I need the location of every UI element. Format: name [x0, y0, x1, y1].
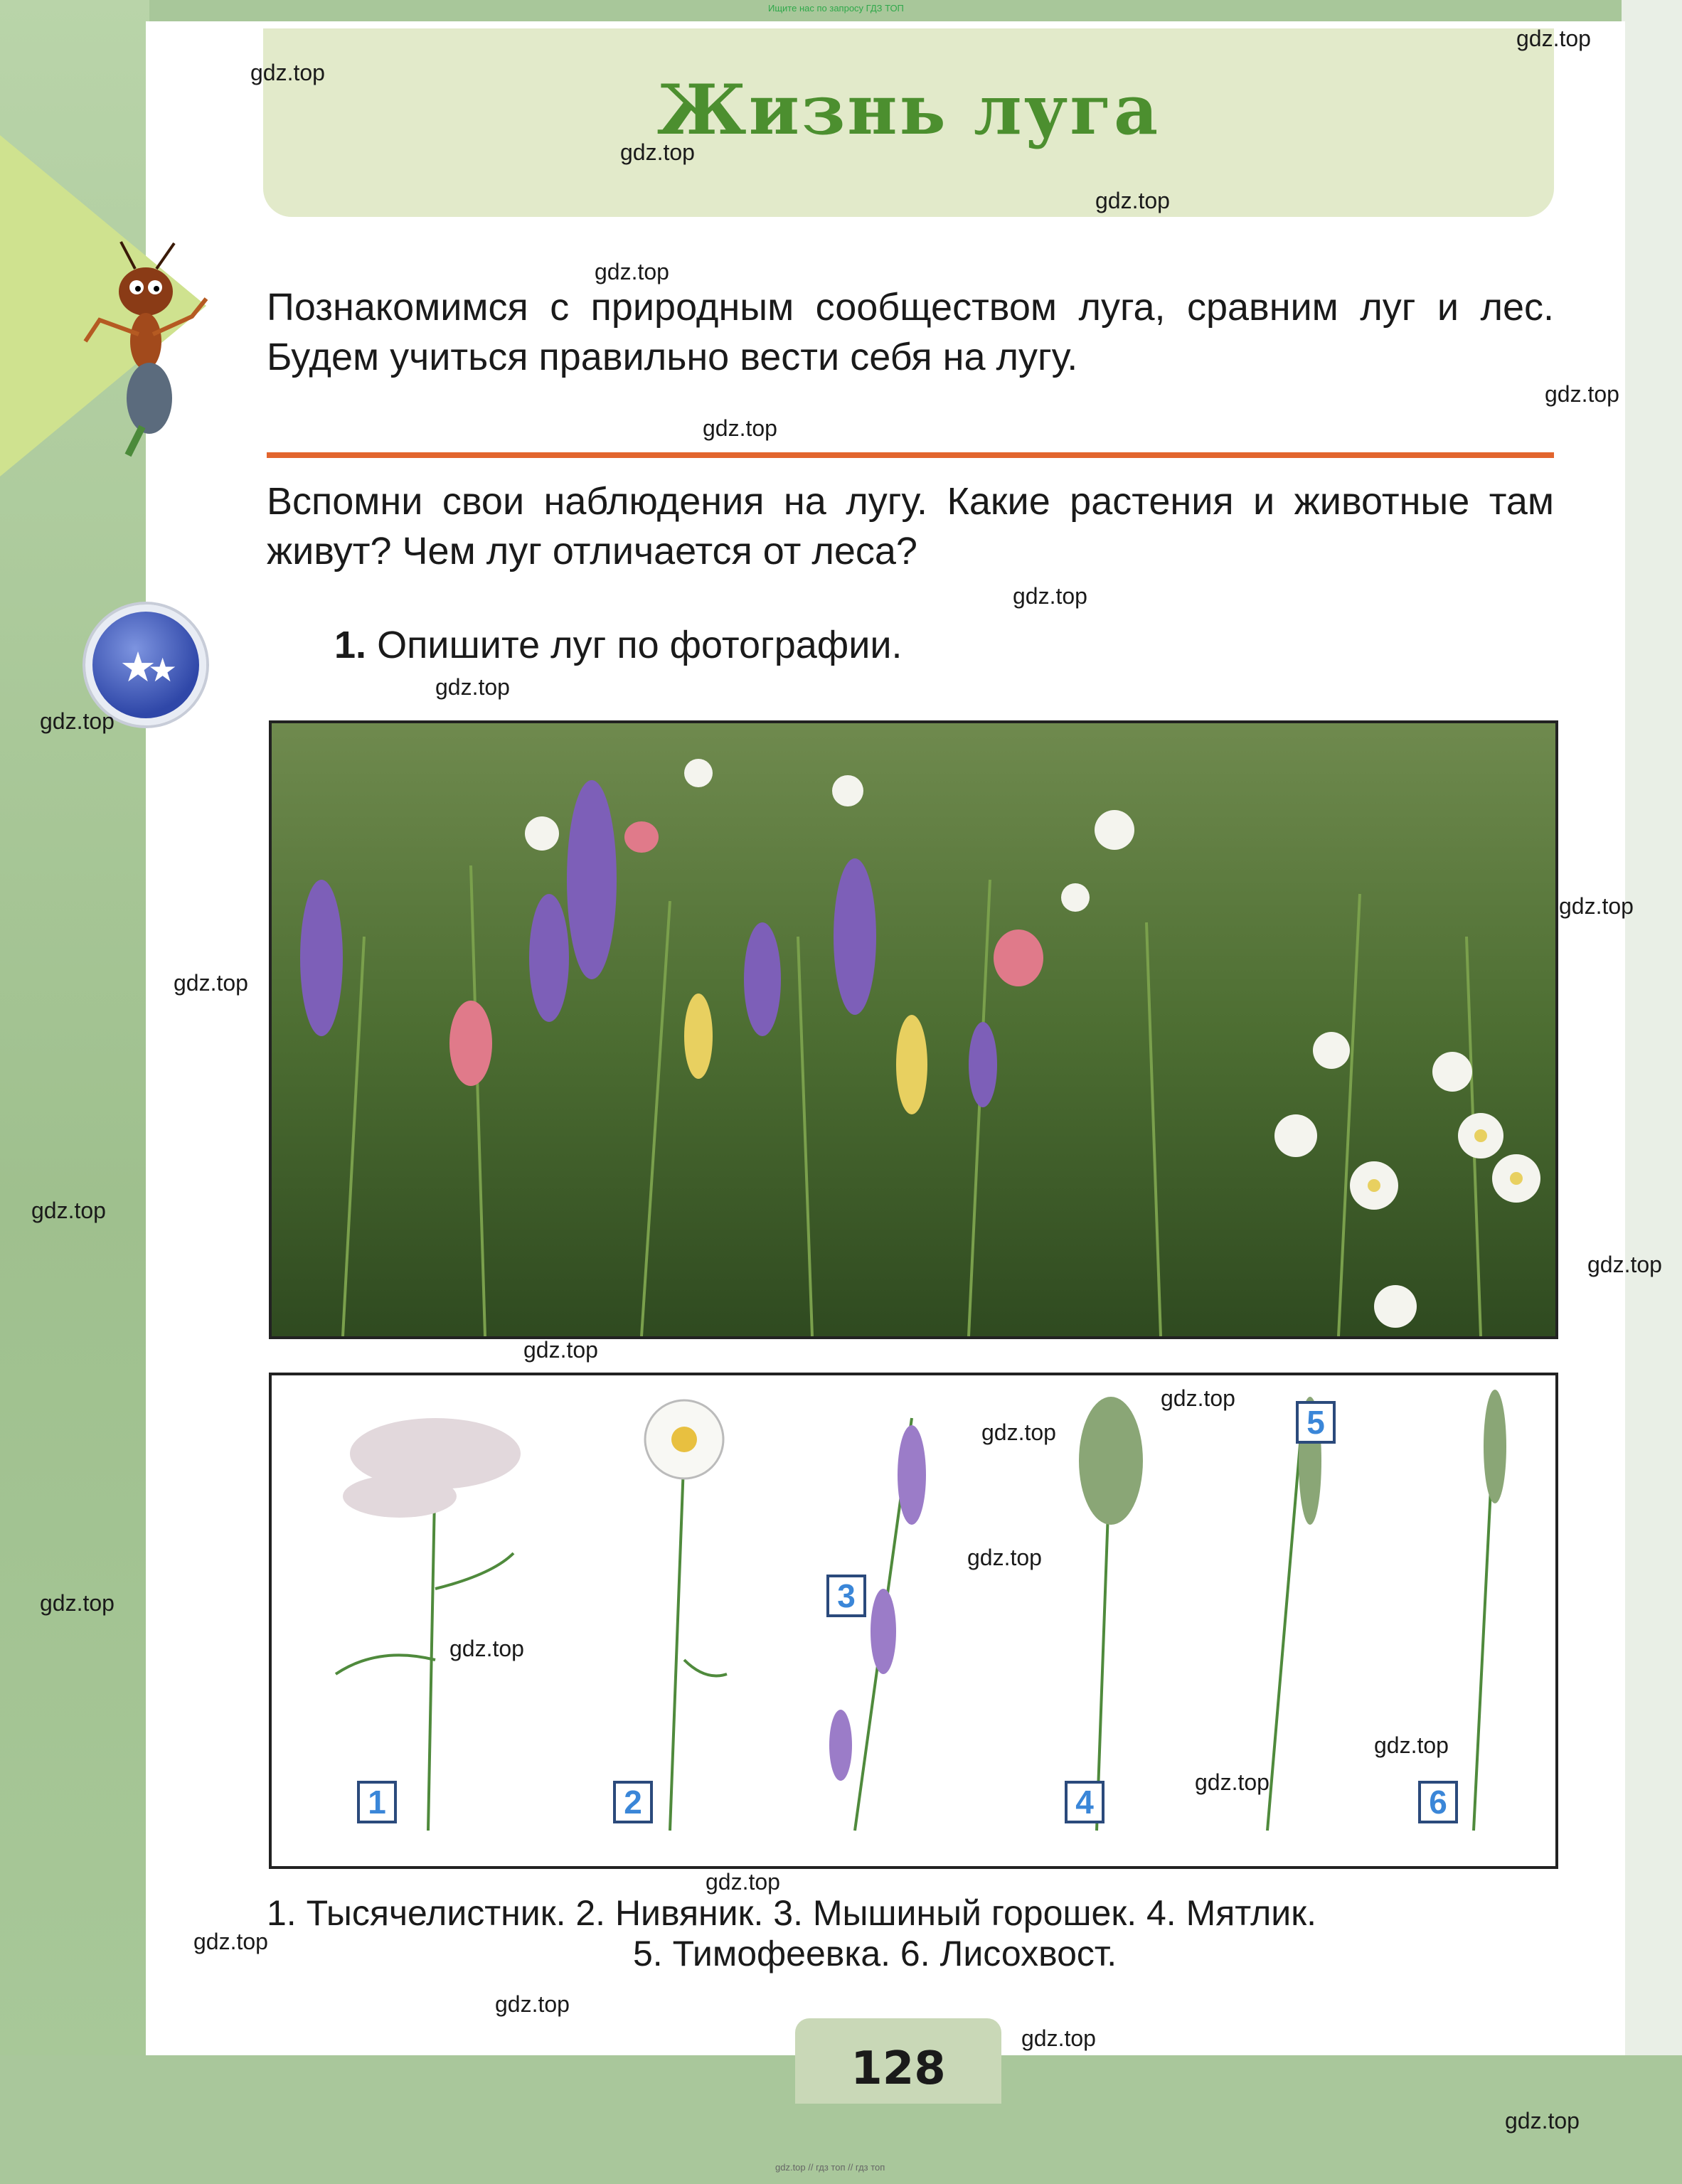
watermark: gdz.top [1516, 26, 1591, 51]
plant-label-5: 5 [1296, 1401, 1336, 1444]
plants-illustration [269, 1373, 1558, 1869]
stars-badge-icon [85, 604, 206, 725]
plant-label-2: 2 [613, 1781, 653, 1823]
plant-label-6: 6 [1418, 1781, 1458, 1823]
top-note: Ищите нас по запросу ГДЗ ТОП [768, 3, 904, 14]
watermark: gdz.top [1545, 381, 1619, 407]
watermark: gdz.top [1587, 1252, 1662, 1277]
watermark: gdz.top [523, 1337, 598, 1363]
watermark: gdz.top [40, 1590, 115, 1616]
watermark: gdz.top [595, 259, 669, 284]
watermark: gdz.top [1505, 2108, 1580, 2134]
watermark: gdz.top [449, 1636, 524, 1661]
meadow-photo [269, 720, 1558, 1339]
watermark: gdz.top [967, 1545, 1042, 1570]
divider-rule [267, 452, 1554, 458]
page-title: Жизнь луга [656, 70, 1161, 150]
watermark: gdz.top [193, 1929, 268, 1954]
watermark: gdz.top [620, 139, 695, 165]
bottom-note: gdz.top // гдз топ // гдз топ [775, 2162, 885, 2173]
watermark: gdz.top [981, 1419, 1056, 1445]
watermark: gdz.top [495, 1991, 570, 2017]
right-margin-background [1622, 0, 1682, 2184]
watermark: gdz.top [706, 1869, 780, 1895]
svg-text:★: ★ [119, 643, 156, 691]
watermark: gdz.top [703, 415, 777, 441]
plants-drawing [272, 1375, 1555, 1866]
watermark: gdz.top [1013, 583, 1087, 609]
plants-caption-line-2: 5. Тимофеевка. 6. Лисохвост. [633, 1934, 1117, 1973]
plant-label-1: 1 [357, 1781, 397, 1823]
svg-text:★: ★ [148, 651, 178, 689]
watermark: gdz.top [1195, 1769, 1270, 1795]
watermark: gdz.top [1374, 1732, 1449, 1758]
watermark: gdz.top [1095, 188, 1170, 213]
watermark: gdz.top [250, 60, 325, 85]
task-text: Опишите луг по фотографии. [377, 624, 903, 666]
watermark: gdz.top [1559, 893, 1634, 919]
plant-label-3: 3 [826, 1575, 866, 1617]
plant-label-4: 4 [1065, 1781, 1105, 1823]
ant-mascot-icon [78, 235, 220, 469]
watermark: gdz.top [435, 674, 510, 700]
meadow-image [272, 723, 1555, 1336]
plants-caption-line-1: 1. Тысячелистник. 2. Нивяник. 3. Мышиный горошек. 4. Мятлик. [267, 1893, 1316, 1933]
task-heading [334, 623, 903, 667]
watermark: gdz.top [40, 708, 115, 734]
page-number: 128 [851, 2042, 946, 2095]
watermark: gdz.top [31, 1198, 106, 1223]
watermark: gdz.top [1021, 2025, 1096, 2051]
watermark: gdz.top [174, 970, 248, 996]
task-number: 1. [334, 624, 367, 666]
question-paragraph: Вспомни свои наблюдения на лугу. Какие растения и животные там живут? Чем луг отличается от леса? [267, 480, 1554, 572]
intro-paragraph: Познакомимся с природным сообществом луга, сравним луг и лес. Будем учиться правильно вести себя на лугу. [267, 286, 1554, 378]
watermark: gdz.top [1161, 1385, 1235, 1411]
